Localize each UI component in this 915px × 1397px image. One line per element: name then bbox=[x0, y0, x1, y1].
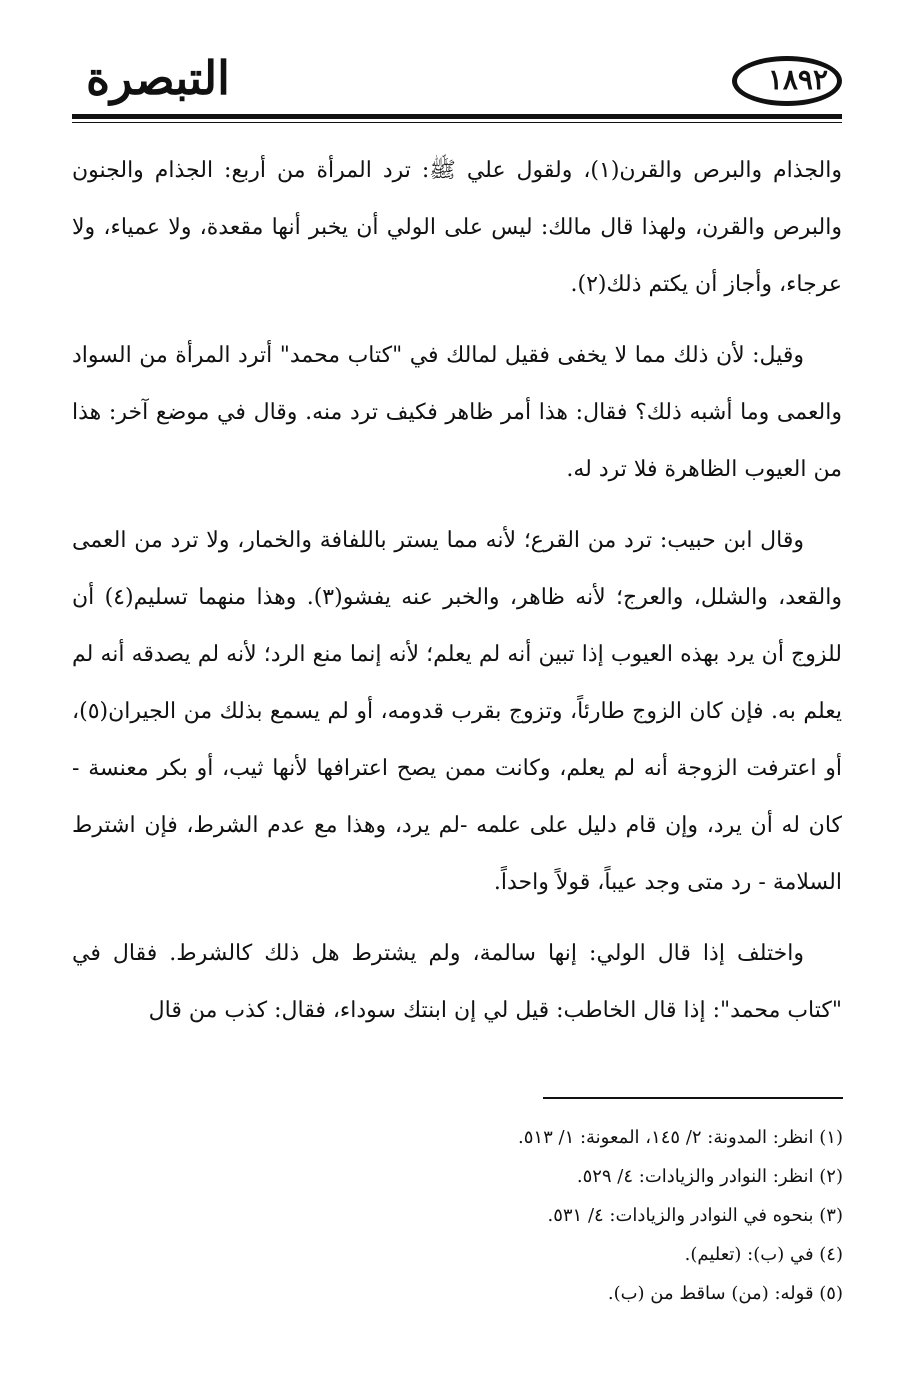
page-header bbox=[72, 48, 842, 128]
book-title: التبصرة bbox=[86, 51, 230, 105]
header-rule-thin bbox=[72, 122, 842, 123]
footnotes bbox=[73, 1118, 843, 1313]
page-number: ١٨٩٢ bbox=[767, 63, 828, 96]
paragraph-2: وقيل: لأن ذلك مما لا يخفى فقيل لمالك في "كتاب محمد" أترد المرأة من السواد والعمى وما أشبه ذلك؟ فقال: هذا أمر ظاهر فكيف ترد منه. وقال في موضع آخر: هذا من العيوب الظاهرة فلا ترد له. bbox=[72, 343, 842, 482]
footnote-5: (٥) قوله: (من) ساقط من (ب). bbox=[607, 1283, 843, 1304]
footnote-2: (٢) انظر: النوادر والزيادات: ٤/ ٥٢٩. bbox=[576, 1166, 843, 1187]
footnote-3: (٣) بنحوه في النوادر والزيادات: ٤/ ٥٣١. bbox=[547, 1205, 843, 1226]
footnote-separator bbox=[543, 1097, 843, 1099]
footnote-1: (١) انظر: المدونة: ٢/ ١٤٥، المعونة: ١/ ٥١٣. bbox=[518, 1127, 843, 1148]
main-text bbox=[72, 142, 842, 1053]
paragraph-1: والجذام والبرص والقرن(١)، ولقول علي ﷺ: ترد المرأة من أربع: الجذام والجنون والبرص والقرن، ولهذا قال مالك: ليس على الولي أن يخبر أنها مقعدة، ولا عمياء، ولا عرجاء، وأجاز أن يكتم ذلك(٢). bbox=[72, 158, 842, 297]
footnote-4: (٤) في (ب): (تعليم). bbox=[684, 1244, 843, 1265]
paragraph-3: وقال ابن حبيب: ترد من القرع؛ لأنه مما يستر باللفافة والخمار، ولا ترد من العمى والقعد، والشلل، والعرج؛ لأنه ظاهر، والخبر عنه يفشو(٣). وهذا منهما تسليم(٤) أن للزوج أن يرد بهذه العيوب إذا تبين أنه لم يعلم؛ لأنه إنما منع الرد؛ لأنه لم يصدقه أنه لم يعلم به. فإن كان الزوج طارئاً، وتزوج بقرب قدومه، أو لم يسمع بذلك من الجيران(٥)، أو اعترفت الزوجة أنه لم يعلم، وكانت ممن يصح اعترافها لأنها ثيب، أو بكر معنسة - كان له أن يرد، وإن قام دليل على علمه -لم يرد، وهذا مع عدم الشرط، فإن اشترط السلامة - رد متى وجد عيباً، قولاً واحداً. bbox=[72, 528, 842, 895]
header-rule bbox=[72, 114, 842, 119]
paragraph-4: واختلف إذا قال الولي: إنها سالمة، ولم يشترط هل ذلك كالشرط. فقال في "كتاب محمد": إذا قال الخاطب: قيل لي إن ابنتك سوداء، فقال: كذب من قال bbox=[72, 941, 842, 1023]
